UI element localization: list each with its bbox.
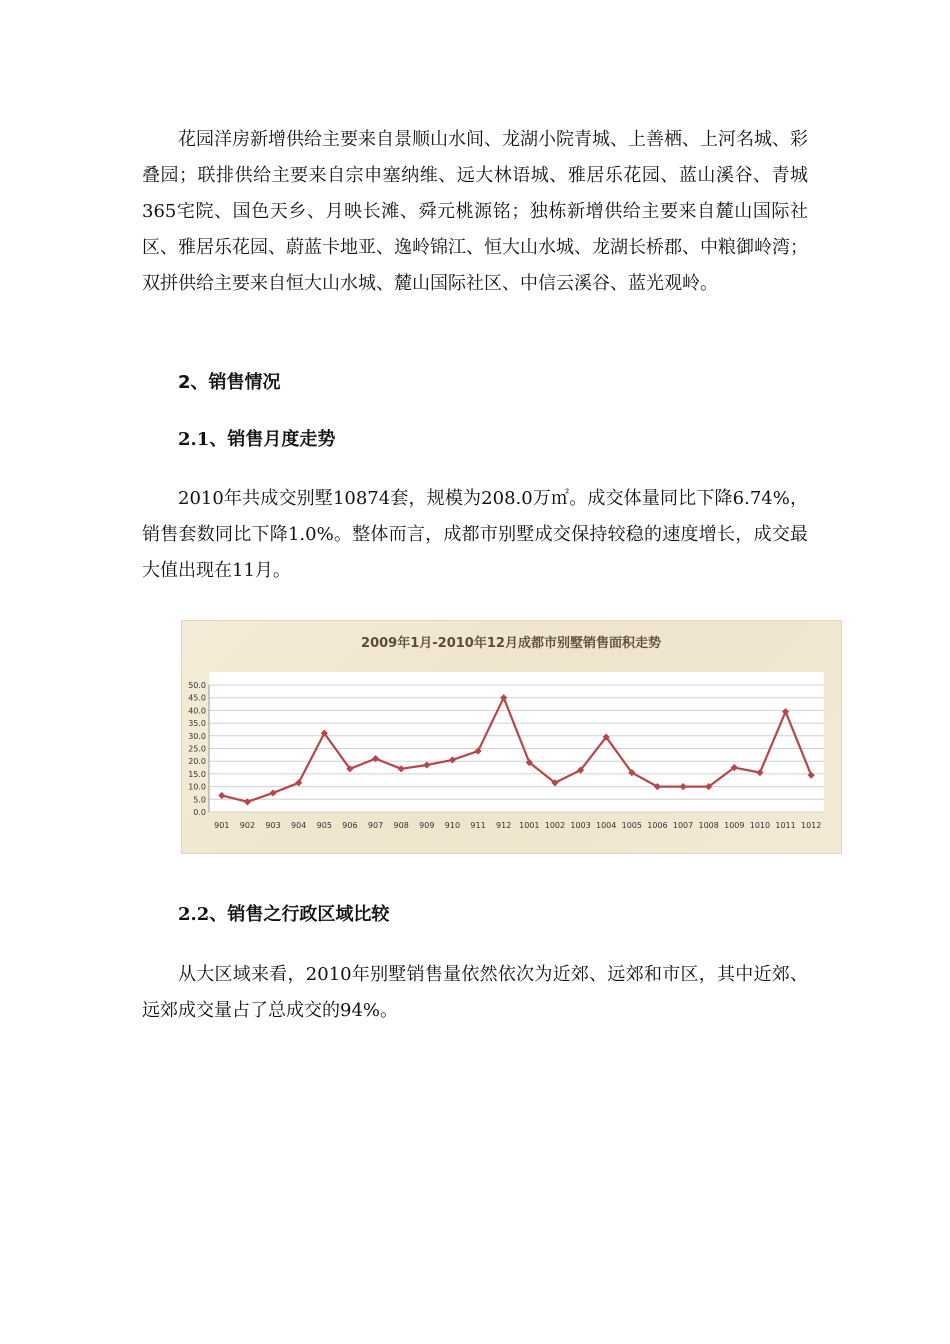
x-tick-label: 1007 [672,821,694,830]
x-tick-label: 1002 [544,821,566,830]
x-tick-label: 905 [316,821,332,830]
y-tick-label: 20.0 [188,757,206,767]
x-tick-label: 1001 [519,821,540,830]
chart-title: 2009年1月-2010年12月成都市别墅销售面积走势 [361,636,661,651]
y-tick-label: 35.0 [188,719,206,729]
plot-area [209,672,824,812]
x-tick-label: 1009 [724,821,745,830]
x-tick-label: 901 [214,821,230,830]
y-tick-label: 40.0 [188,706,206,716]
paragraph-region-summary: 从大区域来看，2010年别墅销售量依然依次为近郊、远郊和市区，其中近郊、远郊成交量占了总成交的94%。 [142,964,808,1021]
y-tick-label: 15.0 [188,769,206,779]
x-tick-label: 1008 [698,821,719,830]
x-tick-label: 1003 [570,821,591,830]
x-tick-label: 1004 [596,821,617,830]
y-tick-label: 5.0 [193,795,206,805]
y-tick-label: 25.0 [188,744,206,754]
x-tick-label: 911 [470,821,486,830]
chart-svg [182,621,841,853]
y-tick-label: 0.0 [193,808,206,817]
x-tick-label: 902 [239,821,256,830]
x-tick-label: 910 [444,821,461,830]
x-tick-label: 1005 [621,821,642,830]
y-axis-ticks [188,681,206,817]
x-tick-label: 1011 [775,821,796,830]
paragraph-sales-summary: 2010年共成交别墅10874套，规模为208.0万㎡。成交体量同比下降6.74%，销售套数同比下降1.0%。整体而言，成都市别墅成交保持较稳的速度增长，成交最大值出现在11月。 [142,488,808,581]
x-tick-label: 906 [342,821,358,830]
sales-area-chart [181,620,842,854]
x-tick-label: 1010 [749,821,771,830]
x-tick-label: 1012 [801,821,822,830]
y-tick-label: 30.0 [188,731,206,741]
paragraph-supply: 花园洋房新增供给主要来自景顺山水间、龙湖小院青城、上善栖、上河名城、彩叠园；联排供给主要来自宗申塞纳维、远大林语城、雅居乐花园、蓝山溪谷、青城365宅院、国色天乡、月映长滩、舜元桃源铭；独栋新增供给主要来自麓山国际社区、雅居乐花园、蔚蓝卡地亚、逸岭锦江、恒大山水城、龙湖长桥郡、中粮御岭湾；双拼供给主要来自恒大山水城、麓山国际社区、中信云溪谷、蓝光观岭。 [142,129,808,294]
x-tick-label: 904 [291,821,307,830]
x-tick-label: 1006 [647,821,668,830]
x-axis-ticks [214,821,821,830]
x-tick-label: 912 [496,821,512,830]
section-heading-sales: 2、销售情况 [178,372,281,393]
subheading-monthly-trend: 2.1、销售月度走势 [178,429,336,450]
y-tick-label: 45.0 [188,693,206,703]
y-tick-label: 50.0 [188,681,206,690]
y-tick-label: 10.0 [188,782,206,792]
x-tick-label: 903 [265,821,281,830]
x-tick-label: 908 [393,821,409,830]
x-tick-label: 909 [419,821,435,830]
x-tick-label: 907 [367,821,384,830]
subheading-region-compare: 2.2、销售之行政区域比较 [178,904,390,925]
